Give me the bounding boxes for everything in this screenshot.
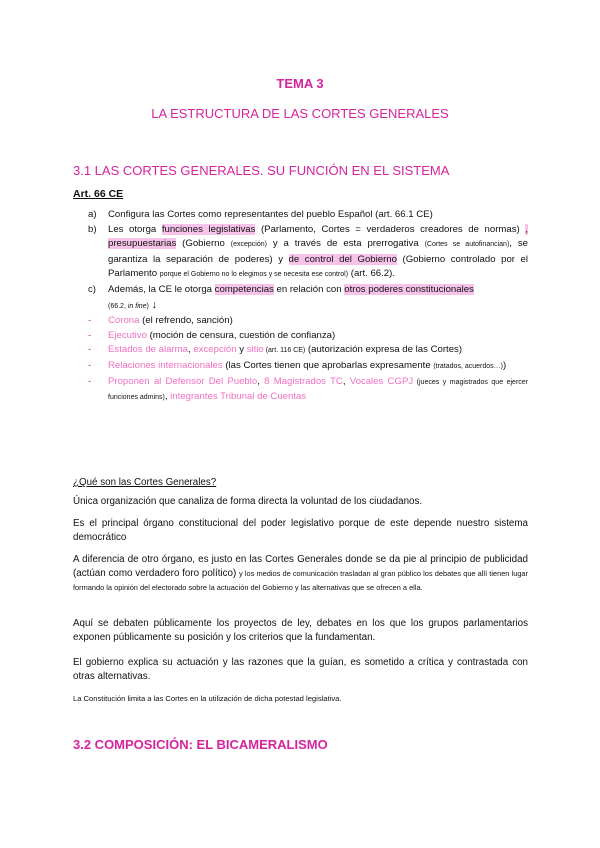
text-run: (Parlamento, Cortes = verdaderos creadores de normas) xyxy=(255,223,526,235)
pink-term: Proponen al Defensor Del Pueblo xyxy=(108,375,258,387)
text-run: (las Cortes tienen que aprobarlas expresamente xyxy=(222,359,434,371)
text-run: y xyxy=(236,344,247,356)
paragraph-5: El gobierno explica su actuación y las razones que la guían, es sometido a crítica y contrastada con otras alternativas. xyxy=(73,657,528,682)
pink-term: 8 Magistrados TC xyxy=(264,375,343,387)
list-marker: a) xyxy=(88,209,97,220)
question-heading: ¿Qué son las Cortes Generales? xyxy=(73,477,217,488)
text-run: (el refrendo, sanción) xyxy=(139,315,233,327)
list-item-c xyxy=(88,283,528,314)
page-subtitle: LA ESTRUCTURA DE LAS CORTES GENERALES xyxy=(151,106,449,121)
paragraph-1: Única organización que canaliza de forma directa la voluntad de los ciudadanos. xyxy=(73,496,423,507)
list-item-b xyxy=(88,223,528,283)
text-run: , xyxy=(257,375,265,387)
small-note: (art. 116 CE) xyxy=(263,347,306,355)
small-text-run: y los medios de comunicación trasladan al gran público los debates que allí tienen lugar formando la opinión del electorado sobre la actuación del Gobierno y las alternativas que se ofrecen a ella. xyxy=(73,569,529,592)
text-run: (autorización expresa de las Cortes) xyxy=(305,344,463,356)
text-run: , xyxy=(342,375,350,387)
list-text: Configura las Cortes como representantes del pueblo Español (art. 66.1 CE) xyxy=(108,209,433,220)
list-marker: c) xyxy=(88,283,96,295)
dash-item-ejecutivo xyxy=(88,329,528,344)
text-run: A diferencia de otro órgano, es justo en las Cortes Generales donde se da pie al principio de publicidad (actúan como verdadero foro político) xyxy=(73,554,528,579)
dash-item-proponen xyxy=(88,375,528,406)
dash-marker: - xyxy=(88,359,92,371)
list-item-a xyxy=(88,208,528,223)
paragraph-2: Es el principal órgano constitucional del poder legislativo porque de este depende nuestro sistema democrático xyxy=(73,518,528,543)
pink-term: Estados de alarma xyxy=(108,344,188,356)
small-note-italic: in fine xyxy=(127,302,147,310)
pink-term: sitio xyxy=(246,344,264,356)
highlight-control: de control del Gobierno xyxy=(288,253,397,265)
highlight-presupuestarias: , presupuestarias xyxy=(108,223,528,250)
text-run: (moción de censura, cuestión de confianza) xyxy=(146,329,336,341)
small-note: (excepción) xyxy=(230,241,267,249)
dash-marker: - xyxy=(88,375,92,387)
paragraph-3 xyxy=(73,553,528,595)
page-title: TEMA 3 xyxy=(276,76,324,91)
small-note: porque el Gobierno no lo elegimos y se necesita ese control) xyxy=(159,271,349,279)
dash-item-relaciones xyxy=(88,359,528,375)
text-run: , xyxy=(188,344,194,356)
text-run: en relación con xyxy=(273,283,345,295)
small-note: (jueces y magistrados que ejercer funciones admins) xyxy=(108,378,528,402)
dash-marker: - xyxy=(88,329,92,341)
text-run: , se garantiza la separación de poderes) y xyxy=(108,238,528,265)
text-run: ) xyxy=(502,359,507,371)
list-marker: b) xyxy=(88,223,97,235)
article-label: Art. 66 CE xyxy=(73,188,124,200)
highlight-legislativas: funciones legislativas xyxy=(161,223,256,235)
section-1-heading: 3.1 LAS CORTES GENERALES. SU FUNCIÓN EN EL SISTEMA xyxy=(73,163,450,178)
article-list xyxy=(88,208,528,406)
pink-term: Ejecutivo xyxy=(108,329,147,341)
highlight-poderes: otros poderes constitucionales xyxy=(344,283,474,295)
text-run: , xyxy=(164,391,171,403)
pink-term: Corona xyxy=(108,315,140,327)
dash-marker: - xyxy=(88,315,92,327)
paragraph-4: Aquí se debaten públicamente los proyectos de ley, debates en los que los grupos parlamentarios exponen públicamente su posición y los criterios que la fundamentan. xyxy=(73,618,528,643)
small-note: (tratados, acuerdos…) xyxy=(433,362,503,370)
text-run: (Gobierno controlado por el Parlamento xyxy=(108,253,528,280)
dash-marker: - xyxy=(88,344,92,356)
text-run: (art. 66.2). xyxy=(348,268,395,280)
small-note: (Cortes se autofinancian) xyxy=(424,241,510,249)
highlight-competencias: competencias xyxy=(214,283,274,295)
pink-term: Relaciones internacionales xyxy=(108,359,223,371)
text-run: y a través de esta prerrogativa xyxy=(266,238,425,250)
arrow-down-icon: ↓ xyxy=(151,298,158,311)
text-run: Les otorga xyxy=(108,223,162,235)
text-run: (Gobierno xyxy=(176,238,231,250)
dash-item-estados xyxy=(88,343,528,359)
small-note: (66.2, xyxy=(108,302,128,310)
section-2-heading: 3.2 COMPOSICIÓN: EL BICAMERALISMO xyxy=(73,737,328,752)
pink-term: integrantes Tribunal de Cuentas xyxy=(170,391,307,403)
text-run: Además, la CE le otorga xyxy=(108,283,215,295)
pink-term: excepción xyxy=(193,344,237,356)
small-note: ) xyxy=(146,302,149,310)
pink-term: Vocales CGPJ xyxy=(349,375,414,387)
dash-item-corona xyxy=(88,314,528,329)
note-text: La Constitución limita a las Cortes en la utilización de dicha potestad legislativa. xyxy=(73,694,342,703)
